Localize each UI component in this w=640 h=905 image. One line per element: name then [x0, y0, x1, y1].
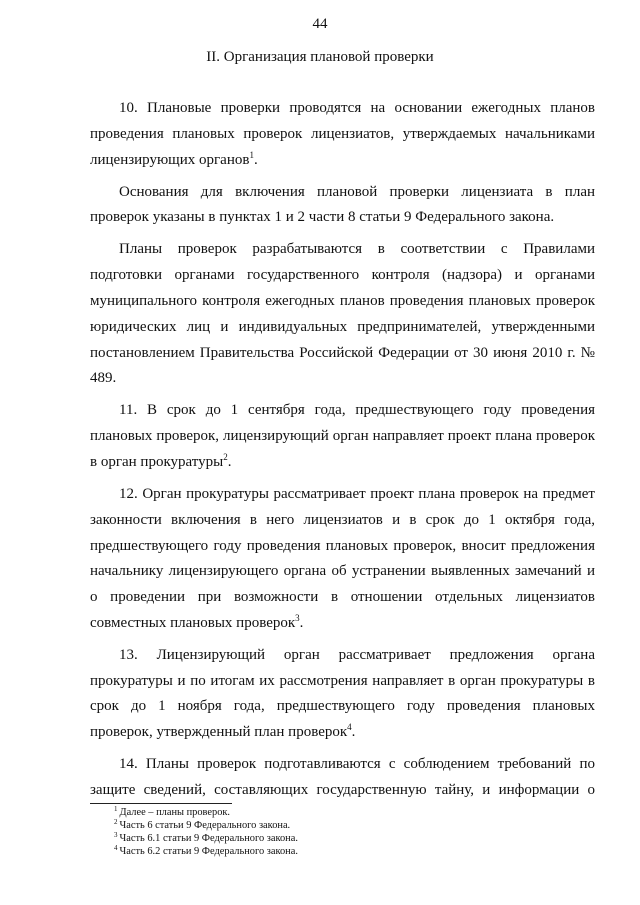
- paragraph-text: Планы проверок разрабатываются в соответствии с Правилами подготовки органами государственного контроля (надзора) и органами муниципального контроля ежегодных планов проведения плановых проверок юридических лиц и индивидуальных предпринимателей, утвержденными постановлением Правительства Российской Федерации от 30 июня 2010 г. № 489.: [90, 241, 595, 387]
- footnote-ref: 1: [249, 149, 254, 160]
- paragraph-plans: [90, 237, 595, 392]
- footnote-text: Далее – планы проверок.: [119, 807, 231, 818]
- paragraph-10: [90, 96, 595, 173]
- paragraph-12: [90, 482, 595, 637]
- footnote-ref: 4: [347, 722, 352, 733]
- footnote-number: 1: [114, 804, 118, 813]
- footnote-number: 2: [114, 817, 118, 826]
- footnote-text: Часть 6.1 статьи 9 Федерального закона.: [119, 833, 298, 845]
- paragraph-tail: .: [227, 453, 232, 470]
- paragraph-tail: .: [299, 614, 304, 631]
- footnote-divider: [90, 803, 232, 804]
- paragraph-14: [90, 752, 595, 804]
- body-text: [90, 96, 595, 810]
- paragraph-13: [90, 643, 595, 746]
- footnotes: [114, 806, 514, 858]
- paragraph-tail: .: [253, 151, 258, 168]
- footnote-4: [114, 845, 514, 858]
- footnote-ref: 3: [295, 612, 300, 623]
- paragraph-text: 10. Плановые проверки проводятся на основании ежегодных планов проведения плановых проверок лицензиатов, утверждаемых начальниками лицензирующих органов: [90, 100, 595, 168]
- footnote-3: [114, 832, 514, 845]
- footnote-1: [114, 806, 514, 819]
- paragraph-text: 14. Планы проверок подготавливаются с соблюдением требований по защите сведений, составляющих государственную тайну, и информации о: [90, 756, 595, 799]
- paragraph-text: 13. Лицензирующий орган рассматривает предложения органа прокуратуры и по итогам их рассмотрения направляет в орган прокуратуры в срок до 1 ноября года, предшествующего году проведения плановых проверок, утвержденный план проверок: [90, 646, 595, 741]
- page-number: 44: [312, 16, 328, 32]
- paragraph-text: 12. Орган прокуратуры рассматривает проект плана проверок на предмет законности включения в него лицензиатов и в срок до 1 октября года, предшествующего году проведения плановых проверок, вносит предложения начальнику лицензирующего органа об устранении выявленных замечаний и о проведении при возможности в отношении отдельных лицензиатов совместных плановых проверок: [90, 485, 595, 631]
- footnote-number: 3: [114, 830, 118, 839]
- footnote-ref: 2: [223, 451, 228, 462]
- paragraph-11: [90, 398, 595, 475]
- footnote-number: 4: [114, 843, 118, 852]
- footnote-2: [114, 819, 514, 832]
- paragraph-text: Основания для включения плановой проверки лицензиата в план проверок указаны в пунктах 1 и 2 части 8 статьи 9 Федерального закона.: [90, 183, 595, 226]
- footnote-text: Часть 6 статьи 9 Федерального закона.: [119, 820, 291, 832]
- paragraph-tail: .: [351, 724, 356, 741]
- section-heading: II. Организация плановой проверки: [206, 49, 434, 65]
- footnote-text: Часть 6.2 статьи 9 Федерального закона.: [119, 846, 298, 858]
- paragraph-grounds: [90, 180, 595, 232]
- paragraph-text: 11. В срок до 1 сентября года, предшествующего году проведения плановых проверок, лицензирующий орган направляет проект плана проверок в орган прокуратуры: [90, 402, 595, 470]
